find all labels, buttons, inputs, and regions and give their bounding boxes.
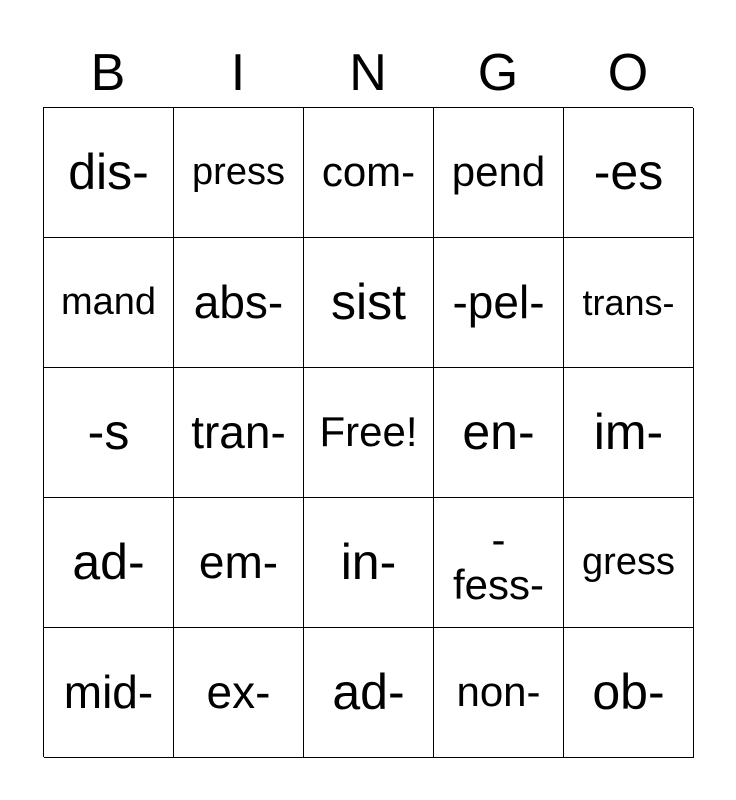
bingo-cell: gress [564,498,694,628]
bingo-cell: mand [44,238,174,368]
bingo-cell: ad- [44,498,174,628]
bingo-header [43,40,693,106]
bingo-cell: non- [434,628,564,758]
bingo-cell: -es [564,108,694,238]
bingo-cell: im- [564,368,694,498]
bingo-cell: dis- [44,108,174,238]
bingo-cell: trans- [564,238,694,368]
header-letter-g: G [477,44,519,102]
bingo-cell: ex- [174,628,304,758]
bingo-board [43,107,693,757]
bingo-cell: pend [434,108,564,238]
bingo-cell: sist [304,238,434,368]
bingo-cell: abs- [174,238,304,368]
bingo-cell: en- [434,368,564,498]
bingo-cell: ob- [564,628,694,758]
bingo-cell: - fess- [434,498,564,628]
bingo-cell: in- [304,498,434,628]
bingo-cell: em- [174,498,304,628]
bingo-cell: -s [44,368,174,498]
header-letter-n: N [349,44,387,102]
header-letter-o: O [607,44,649,102]
bingo-cell: -pel- [434,238,564,368]
free-space-cell: Free! [304,368,434,498]
header-letter-i: I [230,44,246,102]
bingo-cell: tran- [174,368,304,498]
bingo-cell: mid- [44,628,174,758]
bingo-cell: com- [304,108,434,238]
bingo-cell: press [174,108,304,238]
bingo-cell: ad- [304,628,434,758]
header-letter-b: B [90,44,126,102]
